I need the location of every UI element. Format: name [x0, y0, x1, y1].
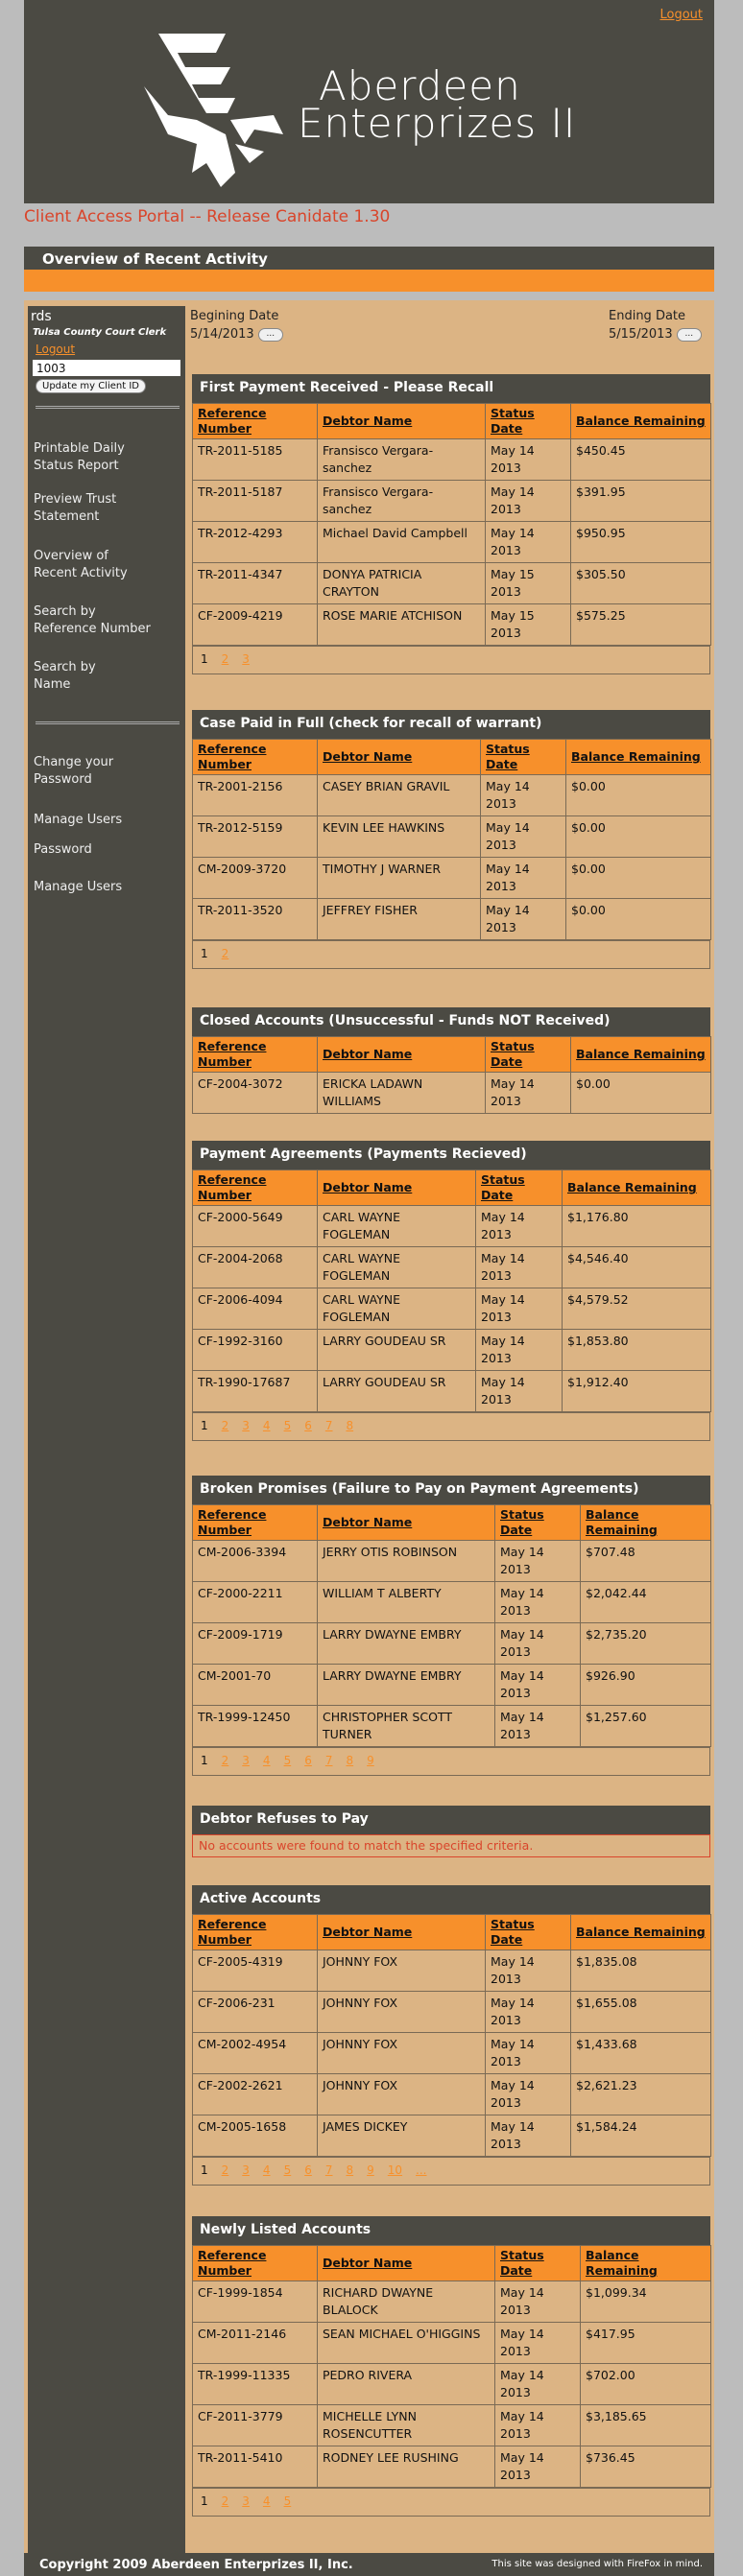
table-row[interactable]: [193, 1073, 711, 1114]
table-row[interactable]: [193, 1371, 711, 1412]
main-content: [24, 300, 714, 2553]
logo-wordmark: [298, 62, 577, 147]
footer: [24, 2553, 714, 2576]
balance-remaining-header[interactable]: Balance Remaining: [571, 1037, 711, 1073]
status-date-cell: May 14 2013: [481, 816, 566, 858]
debtor-name-cell: Fransisco Vergara-sanchez: [318, 481, 486, 522]
reference-number-header[interactable]: Reference Number: [193, 1915, 318, 1950]
sidebar-divider: [36, 406, 180, 409]
table-row[interactable]: [193, 1206, 711, 1247]
status-date-header[interactable]: Status Date: [486, 404, 571, 439]
page-link[interactable]: 3: [242, 652, 250, 666]
reference-number-cell: CF-1999-1854: [193, 2281, 318, 2323]
table-header-row: [193, 740, 711, 775]
table-row[interactable]: [193, 1706, 711, 1747]
reference-number-header[interactable]: Reference Number: [193, 1505, 318, 1541]
debtor-name-cell: SEAN MICHAEL O'HIGGINS: [318, 2323, 495, 2364]
table-header-row: [193, 1915, 711, 1950]
reference-number-cell: TR-1999-11335: [193, 2364, 318, 2405]
balance-cell: $1,584.24: [571, 2115, 711, 2157]
sidebar-item-password[interactable]: Password: [34, 842, 92, 857]
status-date-header[interactable]: Status Date: [495, 1505, 581, 1541]
debtor-name-cell: LARRY DWAYNE EMBRY: [318, 1665, 495, 1706]
balance-cell: $4,579.52: [563, 1288, 711, 1330]
balance-cell: $4,546.40: [563, 1247, 711, 1288]
page-link: 1: [201, 2494, 208, 2508]
debtor-name-cell: LARRY GOUDEAU SR: [318, 1371, 476, 1412]
reference-number-cell: TR-2011-5187: [193, 481, 318, 522]
page-link[interactable]: 8: [346, 1419, 354, 1432]
balance-cell: $2,735.20: [581, 1623, 711, 1665]
table-row[interactable]: [193, 1247, 711, 1288]
reference-number-cell: TR-2012-5159: [193, 816, 318, 858]
end-date-label: Ending Date: [609, 309, 686, 323]
table-row[interactable]: [193, 2033, 711, 2074]
debtor-name-header[interactable]: Debtor Name: [318, 740, 481, 775]
reference-number-cell: TR-2012-4293: [193, 522, 318, 563]
reference-number-header[interactable]: Reference Number: [193, 404, 318, 439]
page-link[interactable]: 3: [242, 1754, 250, 1767]
reference-number-cell: CF-2002-2621: [193, 2074, 318, 2115]
pagination: [192, 1412, 710, 1441]
status-date-cell: May 14 2013: [476, 1247, 563, 1288]
balance-cell: $0.00: [571, 1073, 711, 1114]
table-row[interactable]: [193, 2364, 711, 2405]
balance-remaining-header[interactable]: Balance Remaining: [563, 1170, 711, 1206]
page-link: 1: [201, 1419, 208, 1432]
table-row[interactable]: [193, 858, 711, 899]
balance-remaining-header[interactable]: Balance Remaining: [571, 404, 711, 439]
reference-number-cell: CF-2004-2068: [193, 1247, 318, 1288]
page-link[interactable]: 2: [221, 2163, 229, 2177]
table-row[interactable]: [193, 2115, 711, 2157]
balance-cell: $736.45: [581, 2446, 711, 2488]
table-row[interactable]: [193, 1623, 711, 1665]
balance-cell: $0.00: [566, 816, 711, 858]
status-date-cell: May 15 2013: [486, 563, 571, 604]
debtor-name-cell: CARL WAYNE FOGLEMAN: [318, 1288, 476, 1330]
balance-cell: $2,621.23: [571, 2074, 711, 2115]
section-debtor-refuses: [192, 1806, 710, 1857]
status-date-cell: May 14 2013: [495, 2281, 581, 2323]
status-date-cell: May 14 2013: [495, 1623, 581, 1665]
table-row[interactable]: [193, 899, 711, 940]
results-table: [192, 739, 711, 940]
debtor-name-cell: RODNEY LEE RUSHING: [318, 2446, 495, 2488]
begin-date-picker-button[interactable]: ...: [258, 328, 283, 342]
reference-number-header[interactable]: Reference Number: [193, 1037, 318, 1073]
page-link[interactable]: 9: [367, 1754, 374, 1767]
table-row[interactable]: [193, 2405, 711, 2446]
balance-cell: $305.50: [571, 563, 711, 604]
sidebar-item-trust-statement[interactable]: Preview Trust Statement: [34, 492, 117, 524]
table-row[interactable]: [193, 2446, 711, 2488]
sidebar-item-change-password[interactable]: Change your Password: [34, 755, 114, 787]
page-link[interactable]: 2: [221, 1419, 229, 1432]
balance-cell: $3,185.65: [581, 2405, 711, 2446]
debtor-name-cell: Michael David Campbell: [318, 522, 486, 563]
page-link[interactable]: 7: [324, 1419, 333, 1432]
page-link[interactable]: 6: [304, 1754, 312, 1767]
table-header-row: [193, 404, 711, 439]
debtor-name-cell: LARRY GOUDEAU SR: [318, 1330, 476, 1371]
reference-number-cell: CF-2004-3072: [193, 1073, 318, 1114]
status-date-cell: May 14 2013: [486, 481, 571, 522]
debtor-name-cell: RICHARD DWAYNE BLALOCK: [318, 2281, 495, 2323]
pagination: [192, 2488, 710, 2517]
page-link[interactable]: 2: [221, 947, 229, 960]
page-link[interactable]: 10: [387, 2163, 403, 2177]
page-link[interactable]: 3: [242, 1419, 250, 1432]
page-link[interactable]: 6: [304, 1419, 312, 1432]
page-link[interactable]: 5: [283, 1419, 292, 1432]
balance-cell: $450.45: [571, 439, 711, 481]
table-header-row: [193, 1170, 711, 1206]
status-date-header[interactable]: Status Date: [495, 2246, 581, 2281]
reference-number-cell: CM-2011-2146: [193, 2323, 318, 2364]
status-date-cell: May 14 2013: [476, 1371, 563, 1412]
sidebar-item-manage-users-2[interactable]: Manage Users: [34, 880, 123, 894]
status-date-cell: May 14 2013: [495, 2364, 581, 2405]
status-date-cell: May 14 2013: [486, 2074, 571, 2115]
balance-remaining-header[interactable]: Balance Remaining: [581, 1505, 711, 1541]
reference-number-cell: CF-1992-3160: [193, 1330, 318, 1371]
table-row[interactable]: [193, 1950, 711, 1992]
end-date-value: 5/15/2013: [609, 327, 673, 342]
table-row[interactable]: [193, 2074, 711, 2115]
debtor-name-cell: TIMOTHY J WARNER: [318, 858, 481, 899]
debtor-name-cell: MICHELLE LYNN ROSENCUTTER: [318, 2405, 495, 2446]
section-closed-accounts: [192, 1007, 710, 1114]
status-date-cell: May 14 2013: [495, 1541, 581, 1582]
section-broken-promises: [192, 1476, 710, 1776]
reference-number-cell: TR-1990-17687: [193, 1371, 318, 1412]
logo-line2: Enterprizes II: [298, 100, 577, 147]
page-title: Overview of Recent Activity: [24, 247, 714, 270]
page-link[interactable]: 5: [283, 1754, 292, 1767]
sidebar: [28, 306, 185, 2553]
table-row[interactable]: [193, 604, 711, 646]
reference-number-cell: CF-2006-231: [193, 1992, 318, 2033]
page-link[interactable]: ...: [416, 2163, 427, 2177]
page-link[interactable]: 7: [324, 2163, 333, 2177]
pagination: [192, 646, 710, 674]
balance-cell: $391.95: [571, 481, 711, 522]
status-date-cell: May 14 2013: [495, 1582, 581, 1623]
debtor-name-cell: LARRY DWAYNE EMBRY: [318, 1623, 495, 1665]
debtor-name-cell: JAMES DICKEY: [318, 2115, 486, 2157]
page-link[interactable]: 2: [221, 2494, 229, 2508]
debtor-name-header[interactable]: Debtor Name: [318, 2246, 495, 2281]
reference-number-cell: CM-2002-4954: [193, 2033, 318, 2074]
sidebar-item-search-name[interactable]: Search by Name: [34, 660, 96, 692]
reference-number-cell: CF-2009-4219: [193, 604, 318, 646]
sidebar-item-printable-report[interactable]: Printable Daily Status Report: [34, 441, 125, 473]
results-table: [192, 403, 711, 646]
debtor-name-cell: CARL WAYNE FOGLEMAN: [318, 1247, 476, 1288]
debtor-name-header[interactable]: Debtor Name: [318, 1505, 495, 1541]
reference-number-header[interactable]: Reference Number: [193, 1170, 318, 1206]
table-row[interactable]: [193, 1541, 711, 1582]
section-active-accounts: [192, 1885, 710, 2186]
page-link[interactable]: 4: [262, 1419, 271, 1432]
balance-cell: $0.00: [566, 858, 711, 899]
page-link[interactable]: 8: [346, 2163, 354, 2177]
reference-number-cell: TR-2011-4347: [193, 563, 318, 604]
balance-remaining-header[interactable]: Balance Remaining: [581, 2246, 711, 2281]
reference-number-cell: CF-2005-4319: [193, 1950, 318, 1992]
balance-cell: $0.00: [566, 775, 711, 816]
reference-number-cell: TR-2011-3520: [193, 899, 318, 940]
balance-cell: $1,257.60: [581, 1706, 711, 1747]
balance-cell: $0.00: [566, 899, 711, 940]
begin-date-label: Begining Date: [190, 309, 279, 323]
pagination: [192, 1747, 710, 1776]
status-date-cell: May 14 2013: [495, 2446, 581, 2488]
status-date-cell: May 14 2013: [486, 522, 571, 563]
eagle-logo-icon: [139, 29, 293, 192]
debtor-name-cell: JOHNNY FOX: [318, 2033, 486, 2074]
results-table: [192, 1036, 711, 1114]
results-table: [192, 1504, 711, 1747]
status-date-header[interactable]: Status Date: [481, 740, 566, 775]
table-header-row: [193, 1037, 711, 1073]
status-date-cell: May 14 2013: [476, 1206, 563, 1247]
reference-number-cell: CF-2006-4094: [193, 1288, 318, 1330]
results-table: [192, 1914, 711, 2157]
page-link[interactable]: 3: [242, 2494, 250, 2508]
status-date-cell: May 14 2013: [486, 1992, 571, 2033]
balance-cell: $1,176.80: [563, 1206, 711, 1247]
begin-date-value: 5/14/2013: [190, 327, 254, 342]
status-date-cell: May 15 2013: [486, 604, 571, 646]
status-date-cell: May 14 2013: [495, 1706, 581, 1747]
page-link[interactable]: 9: [367, 2163, 374, 2177]
table-row[interactable]: [193, 1288, 711, 1330]
table-row[interactable]: [193, 481, 711, 522]
header: [24, 0, 714, 203]
status-date-cell: May 14 2013: [481, 775, 566, 816]
section-title: Debtor Refuses to Pay: [192, 1806, 710, 1834]
reference-number-header[interactable]: Reference Number: [193, 2246, 318, 2281]
balance-remaining-header[interactable]: Balance Remaining: [566, 740, 711, 775]
page-link[interactable]: 3: [242, 2163, 250, 2177]
table-row[interactable]: [193, 1665, 711, 1706]
debtor-name-cell: CARL WAYNE FOGLEMAN: [318, 1206, 476, 1247]
page-link[interactable]: 4: [262, 2494, 271, 2508]
debtor-name-cell: ERICKA LADAWN WILLIAMS: [318, 1073, 486, 1114]
page-link[interactable]: 4: [262, 2163, 271, 2177]
debtor-name-header[interactable]: Debtor Name: [318, 1037, 486, 1073]
page-link[interactable]: 2: [221, 652, 229, 666]
portal-title: Client Access Portal -- Release Canidate 1.30: [24, 207, 391, 226]
section-title: Broken Promises (Failure to Pay on Payment Agreements): [192, 1476, 710, 1504]
status-date-cell: May 14 2013: [495, 2323, 581, 2364]
client-id-input[interactable]: [33, 360, 180, 376]
table-row[interactable]: [193, 563, 711, 604]
page-link[interactable]: 8: [346, 1754, 354, 1767]
debtor-name-cell: DONYA PATRICIA CRAYTON: [318, 563, 486, 604]
page-link[interactable]: 7: [324, 1754, 333, 1767]
balance-cell: $417.95: [581, 2323, 711, 2364]
status-date-cell: May 14 2013: [495, 1665, 581, 1706]
debtor-name-header[interactable]: Debtor Name: [318, 1170, 476, 1206]
debtor-name-cell: JOHNNY FOX: [318, 1992, 486, 2033]
page-link: 1: [201, 1754, 208, 1767]
status-date-cell: May 14 2013: [481, 858, 566, 899]
balance-cell: $950.95: [571, 522, 711, 563]
balance-cell: $1,099.34: [581, 2281, 711, 2323]
debtor-name-header[interactable]: Debtor Name: [318, 1915, 486, 1950]
balance-cell: $2,042.44: [581, 1582, 711, 1623]
reference-number-cell: CF-2000-5649: [193, 1206, 318, 1247]
status-date-cell: May 14 2013: [486, 439, 571, 481]
status-date-header[interactable]: Status Date: [476, 1170, 563, 1206]
page-link: 1: [201, 947, 208, 960]
reference-number-cell: TR-2001-2156: [193, 775, 318, 816]
reference-number-cell: TR-2011-5185: [193, 439, 318, 481]
debtor-name-cell: JEFFREY FISHER: [318, 899, 481, 940]
status-date-cell: May 14 2013: [481, 899, 566, 940]
balance-remaining-header[interactable]: Balance Remaining: [571, 1915, 711, 1950]
reference-number-cell: CM-2006-3394: [193, 1541, 318, 1582]
balance-cell: $1,835.08: [571, 1950, 711, 1992]
section-first-payment: [192, 374, 710, 674]
sidebar-item-search-reference[interactable]: Search by Reference Number: [34, 604, 151, 636]
section-title: Case Paid in Full (check for recall of warrant): [192, 710, 710, 739]
section-newly-listed: [192, 2216, 710, 2517]
results-table: [192, 1170, 711, 1412]
table-header-row: [193, 1505, 711, 1541]
reference-number-cell: CM-2009-3720: [193, 858, 318, 899]
debtor-name-cell: Fransisco Vergara-sanchez: [318, 439, 486, 481]
page-link[interactable]: 4: [262, 1754, 271, 1767]
page-link[interactable]: 5: [283, 2163, 292, 2177]
debtor-name-cell: CASEY BRIAN GRAVIL: [318, 775, 481, 816]
results-table: [192, 2245, 711, 2488]
logo-line1: Aberdeen: [319, 62, 521, 109]
end-date-picker-button[interactable]: ...: [677, 328, 702, 342]
pagination: [192, 2157, 710, 2186]
sidebar-item-overview[interactable]: Overview of Recent Activity: [34, 549, 128, 580]
table-row[interactable]: [193, 1992, 711, 2033]
table-row[interactable]: [193, 1582, 711, 1623]
sidebar-logout-link[interactable]: Logout: [36, 343, 76, 356]
copyright: Copyright 2009 Aberdeen Enterprizes II, Inc.: [39, 2558, 353, 2572]
section-title: Newly Listed Accounts: [192, 2216, 710, 2245]
table-row[interactable]: [193, 1330, 711, 1371]
debtor-name-cell: CHRISTOPHER SCOTT TURNER: [318, 1706, 495, 1747]
section-title: Active Accounts: [192, 1885, 710, 1914]
update-client-id-button[interactable]: Update my Client ID: [36, 379, 146, 393]
reference-number-cell: CF-2009-1719: [193, 1623, 318, 1665]
reference-number-cell: CM-2005-1658: [193, 2115, 318, 2157]
balance-cell: $1,655.08: [571, 1992, 711, 2033]
org-subtitle: Tulsa County Court Clerk: [33, 327, 167, 338]
reference-number-cell: TR-2011-5410: [193, 2446, 318, 2488]
page-link[interactable]: 6: [304, 2163, 312, 2177]
pagination: [192, 940, 710, 969]
debtor-name-cell: ROSE MARIE ATCHISON: [318, 604, 486, 646]
balance-cell: $707.48: [581, 1541, 711, 1582]
debtor-name-cell: JERRY OTIS ROBINSON: [318, 1541, 495, 1582]
balance-cell: $1,912.40: [563, 1371, 711, 1412]
orange-divider: [24, 270, 714, 292]
debtor-name-cell: KEVIN LEE HAWKINS: [318, 816, 481, 858]
status-date-cell: May 14 2013: [486, 1950, 571, 1992]
status-date-cell: May 14 2013: [486, 1073, 571, 1114]
sidebar-item-manage-users[interactable]: Manage Users: [34, 813, 123, 827]
reference-number-cell: CM-2001-70: [193, 1665, 318, 1706]
section-title: First Payment Received - Please Recall: [192, 374, 710, 403]
no-results-message: No accounts were found to match the specified criteria.: [192, 1834, 710, 1857]
status-date-header[interactable]: Status Date: [486, 1037, 571, 1073]
debtor-name-cell: JOHNNY FOX: [318, 2074, 486, 2115]
balance-cell: $1,433.68: [571, 2033, 711, 2074]
org-name: rds: [31, 309, 52, 324]
page-link[interactable]: 2: [221, 1754, 229, 1767]
page-link: 1: [201, 2163, 208, 2177]
table-header-row: [193, 2246, 711, 2281]
balance-cell: $1,853.80: [563, 1330, 711, 1371]
table-row[interactable]: [193, 522, 711, 563]
designed-note: This site was designed with FireFox in mind.: [491, 2559, 703, 2569]
section-title: Payment Agreements (Payments Recieved): [192, 1141, 710, 1170]
table-row[interactable]: [193, 816, 711, 858]
debtor-name-cell: WILLIAM T ALBERTY: [318, 1582, 495, 1623]
debtor-name-header[interactable]: Debtor Name: [318, 404, 486, 439]
debtor-name-cell: PEDRO RIVERA: [318, 2364, 495, 2405]
balance-cell: $702.00: [581, 2364, 711, 2405]
section-paid-in-full: [192, 710, 710, 969]
section-payment-agreements: [192, 1141, 710, 1441]
table-row[interactable]: [193, 775, 711, 816]
table-row[interactable]: [193, 2281, 711, 2323]
reference-number-cell: CF-2011-3779: [193, 2405, 318, 2446]
reference-number-cell: TR-1999-12450: [193, 1706, 318, 1747]
section-title: Closed Accounts (Unsuccessful - Funds NOT Received): [192, 1007, 710, 1036]
status-date-cell: May 14 2013: [476, 1330, 563, 1371]
balance-cell: $575.25: [571, 604, 711, 646]
reference-number-header[interactable]: Reference Number: [193, 740, 318, 775]
status-date-cell: May 14 2013: [486, 2115, 571, 2157]
status-date-cell: May 14 2013: [486, 2033, 571, 2074]
balance-cell: $926.90: [581, 1665, 711, 1706]
page-link[interactable]: 5: [283, 2494, 292, 2508]
sidebar-divider: [36, 721, 180, 724]
reference-number-cell: CF-2000-2211: [193, 1582, 318, 1623]
logout-link[interactable]: Logout: [659, 8, 703, 22]
status-date-cell: May 14 2013: [476, 1288, 563, 1330]
debtor-name-cell: JOHNNY FOX: [318, 1950, 486, 1992]
table-row[interactable]: [193, 439, 711, 481]
table-row[interactable]: [193, 2323, 711, 2364]
status-date-cell: May 14 2013: [495, 2405, 581, 2446]
status-date-header[interactable]: Status Date: [486, 1915, 571, 1950]
page-link: 1: [201, 652, 208, 666]
